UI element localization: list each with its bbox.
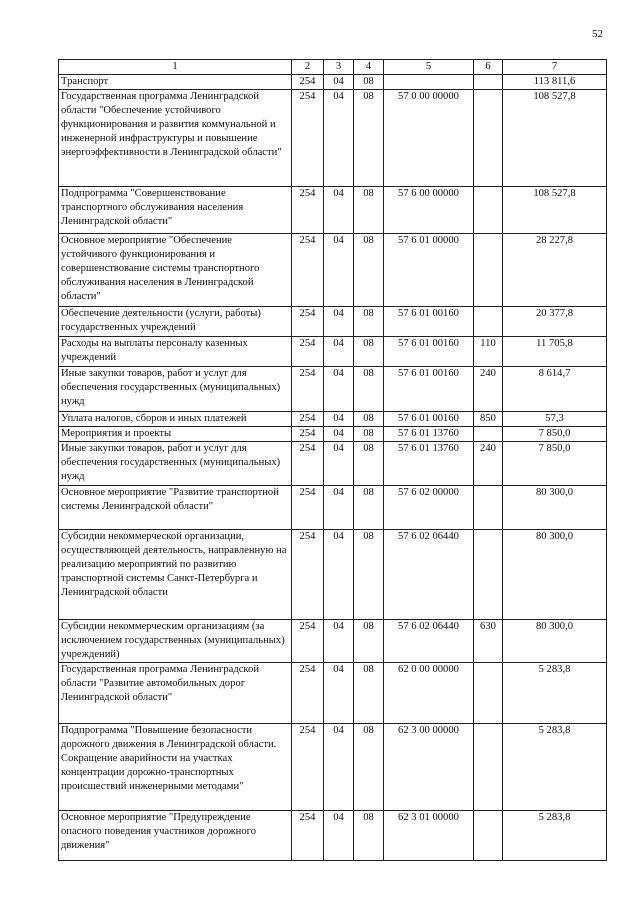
cell-subsection: 08	[354, 75, 384, 90]
cell-target-article: 57 6 01 13760	[384, 442, 474, 486]
cell-expense-type: 240	[474, 367, 503, 412]
cell-amount: 7 850,0	[503, 427, 607, 442]
cell-expense-type	[474, 427, 503, 442]
cell-subsection: 08	[354, 337, 384, 367]
table-row	[59, 486, 607, 530]
cell-section: 04	[324, 427, 354, 442]
cell-ministry: 254	[292, 337, 324, 367]
table-row	[59, 412, 607, 427]
column-header: 6	[474, 60, 503, 75]
cell-expense-type	[474, 663, 503, 724]
cell-section: 04	[324, 442, 354, 486]
cell-subsection: 08	[354, 367, 384, 412]
cell-expense-type	[474, 486, 503, 530]
cell-subsection: 08	[354, 90, 384, 187]
cell-target-article: 57 6 01 00160	[384, 337, 474, 367]
cell-target-article: 57 6 01 00000	[384, 234, 474, 307]
cell-subsection: 08	[354, 724, 384, 811]
cell-ministry: 254	[292, 427, 324, 442]
cell-target-article: 57 6 00 00000	[384, 187, 474, 234]
cell-section: 04	[324, 412, 354, 427]
table-row	[59, 75, 607, 90]
cell-amount: 80 300,0	[503, 530, 607, 620]
cell-amount: 5 283,8	[503, 811, 607, 861]
cell-subsection: 08	[354, 811, 384, 861]
cell-amount: 57,3	[503, 412, 607, 427]
cell-ministry: 254	[292, 187, 324, 234]
cell-ministry: 254	[292, 307, 324, 337]
cell-expense-type: 110	[474, 337, 503, 367]
row-name: Мероприятия и проекты	[59, 427, 292, 442]
table-row	[59, 367, 607, 412]
cell-expense-type	[474, 75, 503, 90]
cell-amount: 5 283,8	[503, 724, 607, 811]
cell-ministry: 254	[292, 663, 324, 724]
cell-section: 04	[324, 620, 354, 663]
cell-target-article	[384, 75, 474, 90]
header-row	[59, 60, 607, 75]
cell-section: 04	[324, 234, 354, 307]
column-header: 1	[59, 60, 292, 75]
cell-subsection: 08	[354, 530, 384, 620]
table-row	[59, 90, 607, 187]
cell-section: 04	[324, 367, 354, 412]
row-name: Основное мероприятие "Развитие транспортной системы Ленинградской области"	[59, 486, 292, 530]
cell-expense-type: 630	[474, 620, 503, 663]
row-name: Расходы на выплаты персоналу казенных учреждений	[59, 337, 292, 367]
row-name: Иные закупки товаров, работ и услуг для обеспечения государственных (муниципальных) нужд	[59, 442, 292, 486]
cell-section: 04	[324, 811, 354, 861]
cell-ministry: 254	[292, 442, 324, 486]
table-row	[59, 187, 607, 234]
table-row	[59, 663, 607, 724]
cell-subsection: 08	[354, 187, 384, 234]
cell-ministry: 254	[292, 90, 324, 187]
cell-target-article: 57 6 01 13760	[384, 427, 474, 442]
cell-expense-type	[474, 724, 503, 811]
cell-amount: 80 300,0	[503, 486, 607, 530]
table-row	[59, 530, 607, 620]
cell-amount: 113 811,6	[503, 75, 607, 90]
table-row	[59, 427, 607, 442]
row-name: Иные закупки товаров, работ и услуг для обеспечения государственных (муниципальных) нужд	[59, 367, 292, 412]
cell-ministry: 254	[292, 620, 324, 663]
row-name: Основное мероприятие "Предупреждение опасного поведения участников дорожного движения"	[59, 811, 292, 861]
cell-ministry: 254	[292, 367, 324, 412]
cell-amount: 28 227,8	[503, 234, 607, 307]
cell-section: 04	[324, 337, 354, 367]
row-name: Государственная программа Ленинградской области "Развитие автомобильных дорог Ленинградской области"	[59, 663, 292, 724]
budget-table	[58, 59, 607, 861]
cell-ministry: 254	[292, 412, 324, 427]
column-header: 3	[324, 60, 354, 75]
cell-target-article: 57 6 01 00160	[384, 367, 474, 412]
page-number: 52	[592, 28, 603, 40]
table-row	[59, 307, 607, 337]
cell-target-article: 62 3 00 00000	[384, 724, 474, 811]
cell-expense-type	[474, 234, 503, 307]
cell-target-article: 57 6 02 06440	[384, 620, 474, 663]
cell-target-article: 57 6 02 06440	[384, 530, 474, 620]
column-header: 7	[503, 60, 607, 75]
table-row	[59, 337, 607, 367]
cell-section: 04	[324, 724, 354, 811]
cell-expense-type	[474, 187, 503, 234]
cell-amount: 5 283,8	[503, 663, 607, 724]
table-row	[59, 724, 607, 811]
column-header: 4	[354, 60, 384, 75]
cell-section: 04	[324, 187, 354, 234]
cell-amount: 108 527,8	[503, 90, 607, 187]
row-name: Подпрограмма "Повышение безопасности дорожного движения в Ленинградской области. Сокращение аварийности на участках концентрации дорожно-транспортных происшествий инженерными методами"	[59, 724, 292, 811]
cell-ministry: 254	[292, 75, 324, 90]
cell-section: 04	[324, 663, 354, 724]
cell-subsection: 08	[354, 663, 384, 724]
column-header: 2	[292, 60, 324, 75]
cell-target-article: 57 6 01 00160	[384, 412, 474, 427]
cell-target-article: 57 6 02 00000	[384, 486, 474, 530]
cell-subsection: 08	[354, 234, 384, 307]
cell-amount: 7 850,0	[503, 442, 607, 486]
cell-section: 04	[324, 530, 354, 620]
cell-amount: 11 705,8	[503, 337, 607, 367]
cell-subsection: 08	[354, 307, 384, 337]
cell-target-article: 62 3 01 00000	[384, 811, 474, 861]
cell-section: 04	[324, 90, 354, 187]
cell-section: 04	[324, 75, 354, 90]
cell-ministry: 254	[292, 724, 324, 811]
table-row	[59, 620, 607, 663]
table-row	[59, 811, 607, 861]
cell-expense-type	[474, 90, 503, 187]
cell-section: 04	[324, 307, 354, 337]
row-name: Подпрограмма "Совершенствование транспортного обслуживания населения Ленинградской области"	[59, 187, 292, 234]
cell-amount: 108 527,8	[503, 187, 607, 234]
cell-amount: 80 300,0	[503, 620, 607, 663]
column-header: 5	[384, 60, 474, 75]
row-name: Основное мероприятие "Обеспечение устойчивого функционирования и совершенствование системы транспортного обслуживания населения в Ленинградской области"	[59, 234, 292, 307]
cell-subsection: 08	[354, 620, 384, 663]
row-name: Субсидии некоммерческой организации, осуществляющей деятельность, направленную на реализацию мероприятий по развитию транспортной системы Санкт-Петербурга и Ленинградской области	[59, 530, 292, 620]
cell-expense-type: 850	[474, 412, 503, 427]
row-name: Государственная программа Ленинградской области "Обеспечение устойчивого функционирования и развития коммунальной и инженерной инфраструктуры и повышение энергоэффективности в Ленинградской области"	[59, 90, 292, 187]
cell-expense-type	[474, 530, 503, 620]
cell-ministry: 254	[292, 234, 324, 307]
cell-ministry: 254	[292, 811, 324, 861]
cell-expense-type	[474, 307, 503, 337]
cell-ministry: 254	[292, 486, 324, 530]
cell-subsection: 08	[354, 412, 384, 427]
cell-amount: 20 377,8	[503, 307, 607, 337]
row-name: Уплата налогов, сборов и иных платежей	[59, 412, 292, 427]
cell-ministry: 254	[292, 530, 324, 620]
cell-section: 04	[324, 486, 354, 530]
cell-target-article: 57 6 01 00160	[384, 307, 474, 337]
table-row	[59, 234, 607, 307]
cell-subsection: 08	[354, 442, 384, 486]
table-row	[59, 442, 607, 486]
row-name: Субсидии некоммерческим организациям (за исключением государственных (муниципальных) учреждений)	[59, 620, 292, 663]
cell-amount: 8 614,7	[503, 367, 607, 412]
cell-expense-type	[474, 811, 503, 861]
row-name: Обеспечение деятельности (услуги, работы) государственных учреждений	[59, 307, 292, 337]
cell-subsection: 08	[354, 486, 384, 530]
cell-subsection: 08	[354, 427, 384, 442]
row-name: Транспорт	[59, 75, 292, 90]
cell-expense-type: 240	[474, 442, 503, 486]
cell-target-article: 57 0 00 00000	[384, 90, 474, 187]
cell-target-article: 62 0 00 00000	[384, 663, 474, 724]
